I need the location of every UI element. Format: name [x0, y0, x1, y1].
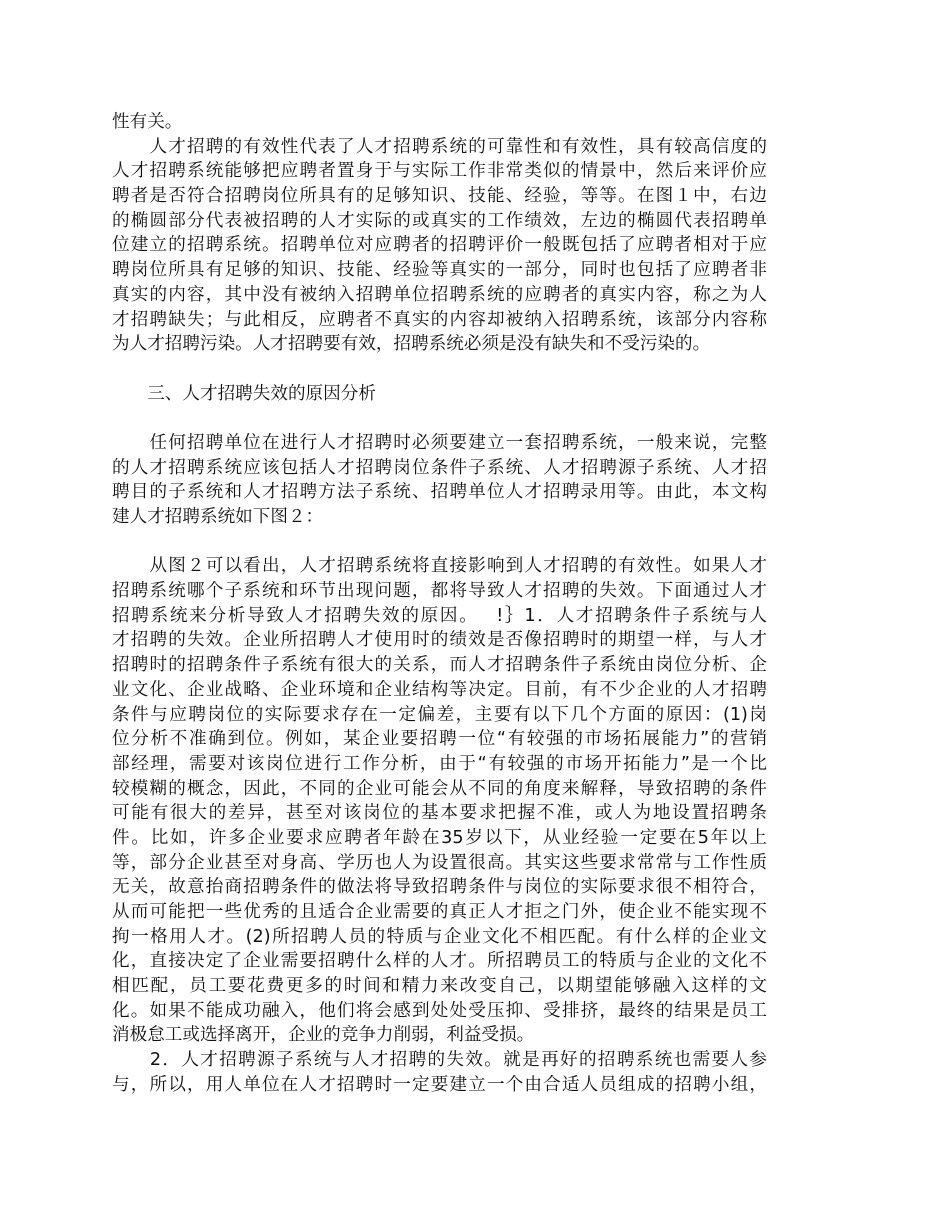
- text-line: 可能有很大的差异，甚至对该岗位的基本要求把握不准，或人为地设置招聘条: [112, 803, 767, 824]
- text-line: 性有关。: [112, 112, 183, 132]
- text-line: 条件与应聘岗位的实际要求存在一定偏差，主要有以下几个方面的原因：(1)岗: [112, 704, 767, 725]
- text-line: 位分析不准确到位。例如，某企业要招聘一位“有较强的市场拓展能力”的营销: [112, 729, 767, 750]
- text-line: 化，直接决定了企业需要招聘什么样的人才。所招聘员工的特质与企业的文化不: [112, 951, 767, 972]
- text-line: 等，部分企业甚至对身高、学历也人为设置很高。其实这些要求常常与工作性质: [112, 852, 767, 873]
- text-line: 聘岗位所具有足够的知识、技能、经验等真实的一部分，同时也包括了应聘者非: [112, 260, 767, 281]
- text-line: 招聘系统哪个子系统和环节出现问题，都将导致人才招聘的失效。下面通过人才: [112, 581, 767, 602]
- text-line: 的椭圆部分代表被招聘的人才实际的或真实的工作绩效，左边的椭圆代表招聘单: [112, 210, 767, 231]
- text-line: 才招聘缺失；与此相反，应聘者不真实的内容却被纳入招聘系统，该部分内容称: [112, 309, 767, 330]
- text-line: 拘一格用人才。(2)所招聘人员的特质与企业文化不相匹配。有什么样的企业文: [112, 926, 767, 947]
- text-line: 2．人才招聘源子系统与人才招聘的失效。就是再好的招聘系统也需要人参: [112, 1050, 767, 1071]
- text-line: 从而可能把一些优秀的且适合企业需要的真正人才拒之门外，使企业不能实现不: [112, 902, 767, 922]
- text-line: 部经理，需要对该岗位进行工作分析，由于“有较强的市场开拓能力”是一个比: [112, 753, 767, 774]
- section-heading: 三、人才招聘失效的原因分析: [112, 383, 376, 404]
- text-line: 建人才招聘系统如下图２：: [112, 507, 324, 527]
- text-line: 聘者是否符合招聘岗位所具有的足够知识、技能、经验，等等。在图１中，右边: [112, 186, 767, 207]
- text-line: 的人才招聘系统应该包括人才招聘岗位条件子系统、人才招聘源子系统、人才招: [112, 457, 767, 478]
- text-line: 消极怠工或选择离开，企业的竞争力削弱，利益受损。: [112, 1025, 535, 1046]
- text-line: 业文化、企业战略、企业环境和企业结构等决定。目前，有不少企业的人才招聘: [112, 679, 767, 700]
- paragraph-gap: [112, 406, 767, 431]
- text-line: 招聘时的招聘条件子系统有很大的关系，而人才招聘条件子系统由岗位分析、企: [112, 655, 767, 676]
- text-line: 无关，故意抬商招聘条件的做法将导致招聘条件与岗位的实际要求很不相符合，: [112, 877, 767, 898]
- text-line: 件。比如，许多企业要求应聘者年龄在35岁以下，从业经验一定要在5年以上: [112, 827, 767, 848]
- text-line: 相匹配，员工要花费更多的时间和精力来改变自己，以期望能够融入这样的文: [112, 976, 767, 997]
- text-line: 从图２可以看出，人才招聘系统将直接影响到人才招聘的有效性。如果人才: [112, 556, 767, 577]
- paragraph-gap: [112, 357, 767, 382]
- text-line: 任何招聘单位在进行人才招聘时必须要建立一套招聘系统，一般来说，完整: [112, 432, 767, 453]
- text-line: 人才招聘的有效性代表了人才招聘系统的可靠性和有效性，具有较高信度的: [112, 136, 767, 157]
- paragraph-gap: [112, 530, 767, 555]
- text-line: 较模糊的概念，因此，不同的企业可能会从不同的角度来解释，导致招聘的条件: [112, 778, 767, 799]
- text-line: 真实的内容，其中没有被纳入招聘单位招聘系统的应聘者的真实内容，称之为人: [112, 284, 767, 305]
- text-line: 才招聘的失效。企业所招聘人才使用时的绩效是否像招聘时的期望一样，与人才: [112, 630, 767, 651]
- text-line: 化。如果不能成功融入，他们将会感到处处受压抑、受排挤，最终的结果是员工: [112, 1000, 767, 1021]
- text-line: 聘目的子系统和人才招聘方法子系统、招聘单位人才招聘录用等。由此，本文构: [112, 482, 767, 503]
- text-line: 与，所以，用人单位在人才招聘时一定要建立一个由合适人员组成的招聘小组，: [112, 1074, 767, 1095]
- text-line: 位建立的招聘系统。招聘单位对应聘者的招聘评价一般既包括了应聘者相对于应: [112, 235, 767, 256]
- text-line: 人才招聘系统能够把应聘者置身于与实际工作非常类似的情景中，然后来评价应: [112, 161, 767, 182]
- document-page: [112, 110, 767, 1098]
- text-line: 招聘系统来分析导致人才招聘失效的原因。 !｝1．人才招聘条件子系统与人: [112, 605, 767, 626]
- text-line: 为人才招聘污染。人才招聘要有效，招聘系统必须是没有缺失和不受污染的。: [112, 334, 711, 355]
